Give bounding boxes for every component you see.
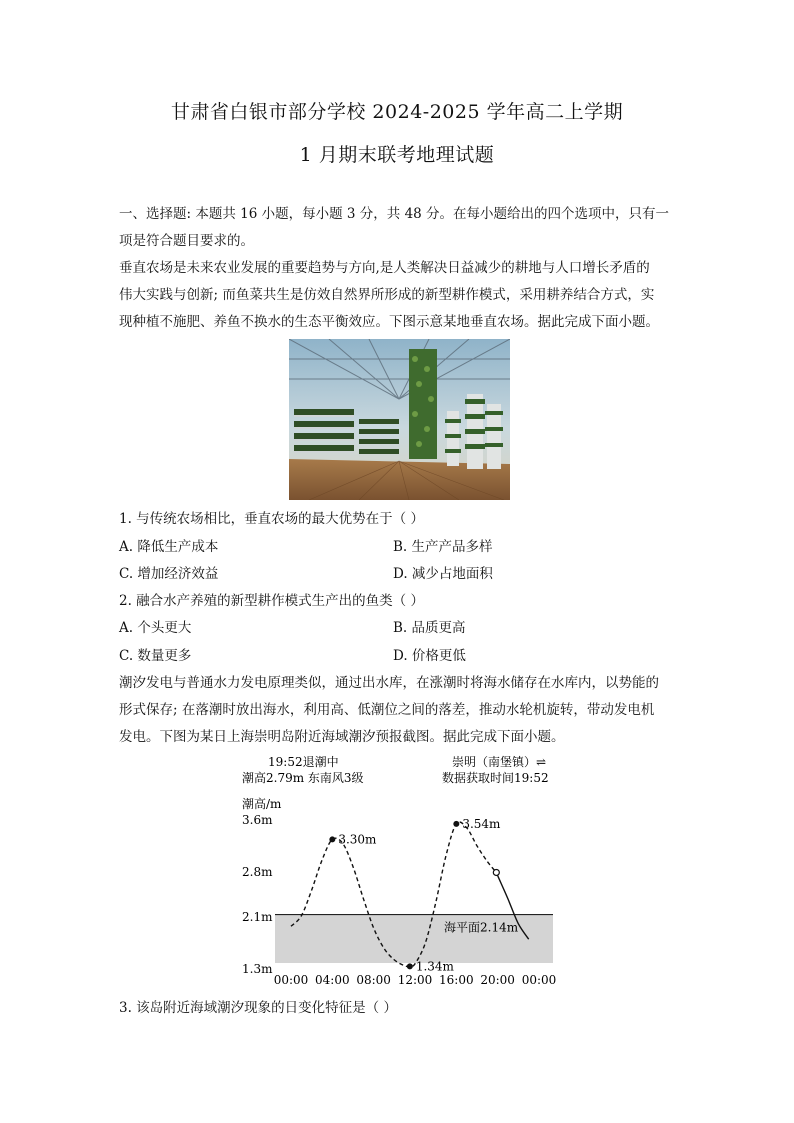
- x-tick-label: 00:00: [273, 973, 309, 987]
- section-instruction-line1: 一、选择题: 本题共 16 小题，每小题 3 分，共 48 分。在每小题给出的四个选项中，只有一: [119, 206, 670, 222]
- question-1-option-c[interactable]: C. 增加经济效益: [119, 566, 219, 582]
- passage1-line1: 垂直农场是未来农业发展的重要趋势与方向,是人类解决日益减少的耕地与人口增长矛盾的: [119, 260, 650, 276]
- question-1-option-d[interactable]: D. 减少占地面积: [393, 566, 493, 582]
- passage2-line1: 潮汐发电与普通水力发电原理类似，通过出水库，在涨潮时将海水储存在水库内，以势能的: [119, 675, 659, 691]
- extreme-label: 3.54m: [462, 816, 501, 831]
- passage2-line2: 形式保存; 在落潮时放出海水，利用高、低潮位之间的落差，推动水轮机旋转，带动发电机: [119, 702, 655, 718]
- y-tick-label: 2.8m: [242, 864, 273, 879]
- x-tick-label: 12:00: [397, 973, 433, 987]
- vertical-farm-photo: [289, 339, 510, 500]
- extreme-label: 3.30m: [338, 832, 377, 847]
- question-2-stem: 2. 融合水产养殖的新型耕作模式生产出的鱼类（ ）: [119, 593, 424, 609]
- vertical-farm-illustration: [289, 339, 510, 500]
- y-tick-label: 2.1m: [242, 910, 273, 925]
- y-tick-label: 3.6m: [242, 813, 273, 827]
- current-tide-point: [493, 869, 499, 875]
- question-1-option-a[interactable]: A. 降低生产成本: [119, 539, 219, 555]
- x-tick-label: 20:00: [480, 973, 515, 987]
- tide-chart: [230, 750, 570, 992]
- x-tick-label: 00:00: [521, 973, 557, 987]
- paper-title-line1: 甘肃省白银市部分学校 2024-2025 学年高二上学期: [170, 101, 624, 123]
- question-3-stem: 3. 该岛附近海域潮汐现象的日变化特征是（ ）: [119, 1000, 397, 1016]
- extreme-point: [329, 836, 335, 842]
- question-1-option-b[interactable]: B. 生产产品多样: [393, 539, 493, 555]
- chart-tide-wind-text: 潮高2.79m 东南风3级: [242, 771, 364, 785]
- sea-level-label: 海平面2.14m: [444, 920, 519, 935]
- section-instruction-line2: 项是符合题目要求的。: [119, 233, 254, 249]
- passage1-line2: 伟大实践与创新; 而鱼菜共生是仿效自然界所形成的新型耕作模式，采用耕养结合方式，实: [119, 287, 655, 303]
- x-tick-label: 08:00: [356, 973, 391, 987]
- y-tick-label: 1.3m: [242, 962, 273, 976]
- question-2-option-d[interactable]: D. 价格更低: [393, 648, 466, 664]
- extreme-point: [453, 821, 459, 827]
- passage2-line3: 发电。下图为某日上海崇明岛附近海域潮汐预报截图。据此完成下面小题。: [119, 729, 565, 745]
- chart-y-axis-label: 潮高/m: [242, 797, 282, 811]
- extreme-label: 1.34m: [415, 959, 454, 974]
- x-tick-label: 16:00: [439, 973, 474, 987]
- paper-title-line2: 1 月期末联考地理试题: [299, 144, 495, 166]
- chart-status-text: 19:52退潮中: [268, 755, 339, 769]
- question-2-option-a[interactable]: A. 个头更大: [119, 620, 192, 636]
- extreme-point: [407, 963, 413, 969]
- passage1-line3: 现种植不施肥、养鱼不换水的生态平衡效应。下图示意某地垂直农场。据此完成下面小题。: [119, 314, 659, 330]
- x-tick-label: 04:00: [315, 973, 350, 987]
- question-1-stem: 1. 与传统农场相比，垂直农场的最大优势在于（ ）: [119, 511, 424, 527]
- question-2-option-b[interactable]: B. 品质更高: [393, 620, 466, 636]
- question-2-option-c[interactable]: C. 数量更多: [119, 648, 192, 664]
- chart-station-text: 崇明（南堡镇）⇌: [452, 755, 547, 769]
- chart-fetch-time-text: 数据获取时间19:52: [442, 771, 549, 785]
